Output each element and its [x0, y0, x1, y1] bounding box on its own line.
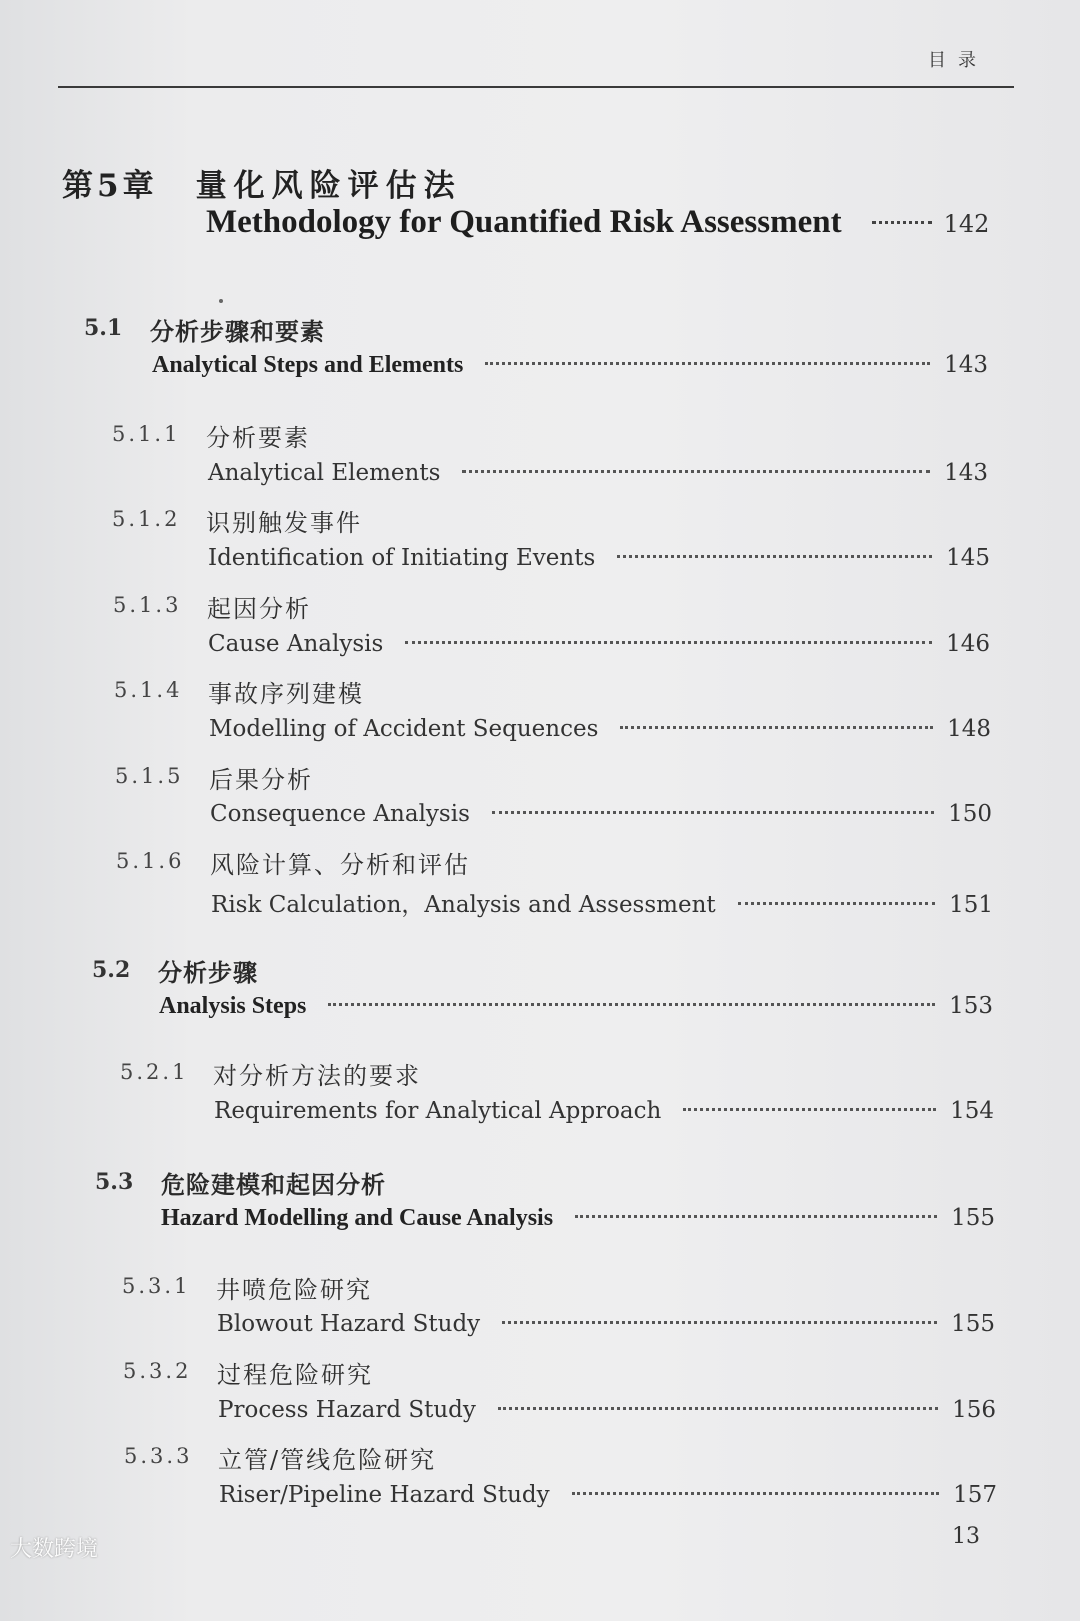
chapter-page: 142 [943, 210, 990, 238]
subsection-title-cn: 起因分析 [207, 595, 311, 623]
section-title-en: Analysis Steps [159, 993, 307, 1019]
leader-dots [620, 726, 933, 729]
chapter-number: 第5章 [62, 168, 158, 204]
page-number: 155 [951, 1205, 995, 1231]
section-number: 5.2 [92, 957, 131, 983]
leader-dots [872, 221, 932, 224]
chapter-title-en: Methodology for Quantified Risk Assessment [206, 204, 842, 240]
toc-entry [210, 801, 992, 827]
toc-entry [209, 716, 991, 742]
page-number: 143 [944, 352, 988, 378]
section-number: 5.1 [84, 315, 123, 341]
page-number: 146 [946, 631, 990, 657]
subsection-title-en: Analytical Elements [208, 460, 441, 486]
toc-entry [214, 1098, 994, 1124]
subsection-number: 5.3.2 [123, 1359, 192, 1383]
subsection-number: 5.1.1 [112, 422, 181, 446]
subsection-title-en: Cause Analysis [208, 631, 384, 657]
toc-entry [208, 460, 988, 486]
folio-page-number: 13 [952, 1524, 980, 1549]
toc-entry [208, 545, 990, 571]
page-number: 145 [946, 545, 990, 571]
subsection-title-en: Modelling of Accident Sequences [209, 716, 599, 742]
subsection-number: 5.3.3 [124, 1444, 193, 1468]
leader-dots [328, 1003, 935, 1006]
chapter-title-cn: 量化风险评估法 [195, 168, 462, 204]
leader-dots [462, 470, 930, 473]
subsection-title-cn: 识别触发事件 [206, 509, 362, 537]
leader-dots [617, 555, 932, 558]
subsection-number: 5.2.1 [120, 1060, 189, 1084]
toc-entry [159, 993, 993, 1020]
leader-dots [738, 902, 935, 905]
section-title-cn: 危险建模和起因分析 [161, 1170, 386, 1199]
toc-entry [161, 1205, 995, 1232]
subsection-title-cn: 立管/管线危险研究 [218, 1446, 437, 1474]
page-number: 156 [952, 1397, 996, 1423]
toc-entry [218, 1397, 996, 1423]
page-number: 155 [951, 1311, 995, 1337]
page-number: 151 [949, 892, 993, 918]
leader-dots [575, 1215, 937, 1218]
subsection-number: 5.1.3 [113, 593, 182, 617]
subsection-number: 5.3.1 [122, 1274, 191, 1298]
leader-dots [683, 1108, 936, 1111]
leader-dots [405, 641, 932, 644]
subsection-title-cn: 对分析方法的要求 [213, 1062, 421, 1090]
subsection-title-cn: 井喷危险研究 [216, 1276, 372, 1304]
header-rule [58, 86, 1014, 88]
subsection-number: 5.1.6 [116, 849, 185, 873]
page-number: 154 [950, 1098, 994, 1124]
toc-entry [152, 352, 988, 379]
subsection-title-cn: 分析要素 [206, 424, 310, 452]
watermark-logo: 大数跨境 [10, 1537, 99, 1562]
subsection-number: 5.1.2 [112, 507, 181, 531]
subsection-title-en: Identification of Initiating Events [208, 545, 596, 571]
subsection-title-en: Blowout Hazard Study [217, 1311, 481, 1337]
toc-entry [217, 1311, 995, 1337]
subsection-number: 5.1.4 [114, 678, 183, 702]
page-number: 153 [949, 993, 993, 1019]
subsection-title-cn: 后果分析 [209, 766, 313, 794]
section-title-en: Hazard Modelling and Cause Analysis [161, 1205, 554, 1231]
chapter-heading-cn [62, 160, 462, 205]
page-number: 143 [944, 460, 988, 486]
subsection-title-en: Process Hazard Study [218, 1397, 476, 1423]
toc-entry [211, 886, 993, 919]
chapter-heading-en [206, 204, 1014, 241]
subsection-number: 5.1.5 [115, 764, 184, 788]
subsection-title-en: Requirements for Analytical Approach [214, 1098, 662, 1124]
leader-dots [492, 811, 934, 814]
subsection-title-en: Consequence Analysis [210, 801, 470, 827]
page-number: 148 [947, 716, 991, 742]
section-title-cn: 分析步骤 [158, 958, 258, 987]
leader-dots [498, 1407, 938, 1410]
leader-dots [572, 1492, 939, 1495]
running-head: 目录 [928, 50, 988, 71]
leader-dots [485, 362, 930, 365]
page-number: 157 [953, 1482, 997, 1508]
print-speck [219, 299, 223, 303]
subsection-title-en: Riser/Pipeline Hazard Study [219, 1482, 550, 1508]
section-title-en: Analytical Steps and Elements [152, 352, 464, 378]
subsection-title-en: Risk Calculation，Analysis and Assessment [211, 892, 716, 918]
section-title-cn: 分析步骤和要素 [150, 317, 325, 346]
toc-entry [219, 1482, 997, 1508]
subsection-title-cn: 风险计算、分析和评估 [210, 851, 470, 879]
section-number: 5.3 [95, 1169, 134, 1195]
toc-entry [208, 631, 990, 657]
subsection-title-cn: 事故序列建模 [208, 680, 364, 708]
page-number: 150 [948, 801, 992, 827]
subsection-title-cn: 过程危险研究 [217, 1361, 373, 1389]
leader-dots [502, 1321, 937, 1324]
